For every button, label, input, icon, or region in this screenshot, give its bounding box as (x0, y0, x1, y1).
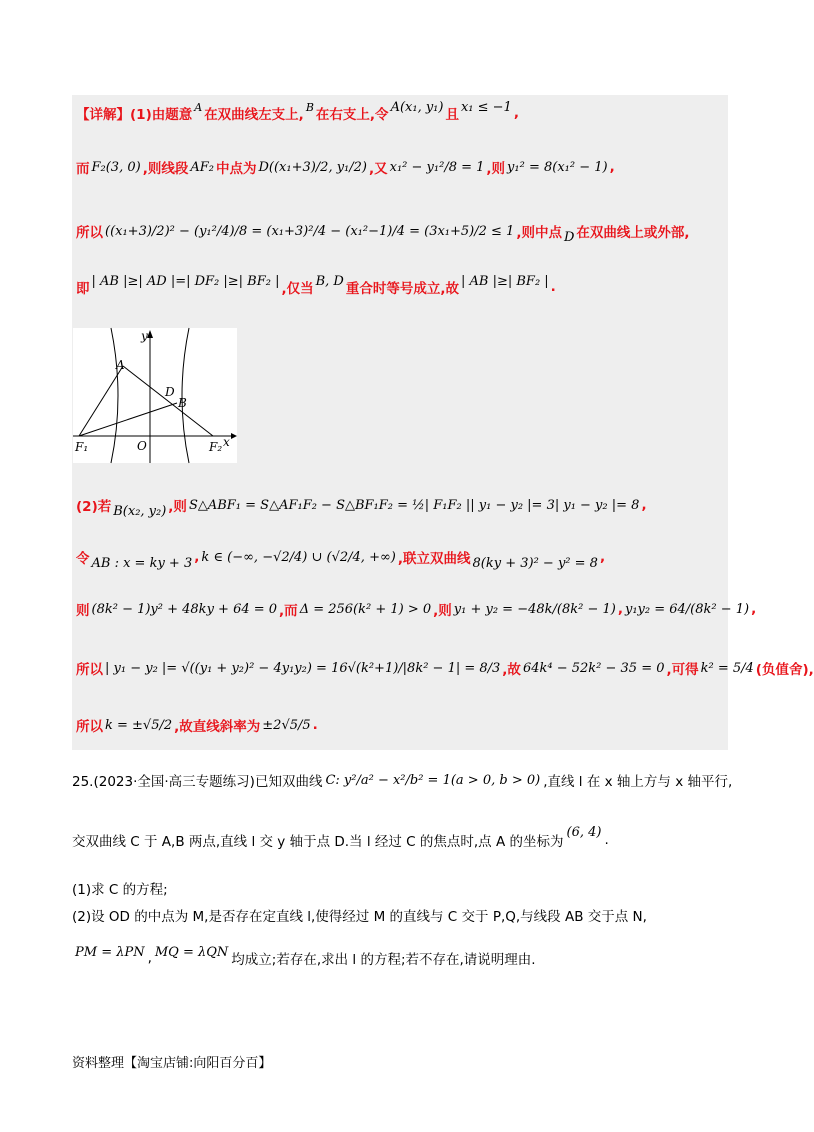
text: 所以 (76, 719, 103, 735)
text: (2)若 (76, 499, 112, 515)
problem-line-3 (72, 878, 168, 898)
math: | AB |≥| AD |=| DF₂ |≥| BF₂ | (91, 273, 280, 289)
math: D (563, 229, 575, 245)
math: AB : x = ky + 3 (91, 555, 193, 571)
text: 且 (445, 107, 459, 123)
solution-line-1 (76, 99, 519, 123)
math: x₁ ≤ −1 (460, 99, 512, 115)
problem-line-4 (72, 905, 647, 925)
math: C: y²/a² − x²/b² = 1(a > 0, b > 0) (325, 772, 541, 788)
x-axis-arrow (231, 433, 237, 439)
text: , (513, 105, 519, 121)
math: F₂(3, 0) (91, 159, 141, 175)
text: , (751, 601, 757, 617)
text: (1)求 C 的方程; (72, 882, 168, 898)
text: 所以 (76, 225, 103, 241)
solution-line-3 (76, 221, 690, 245)
text: 中点为 (215, 161, 257, 177)
label-x: x (223, 435, 230, 449)
label-F2: F₂ (209, 440, 223, 454)
text: 所以 (76, 662, 103, 678)
solution-line-8 (76, 658, 814, 678)
label-F1: F₁ (75, 440, 89, 454)
math: k² = 5/4 (700, 660, 754, 676)
math: x₁² − y₁²/8 = 1 (389, 159, 485, 175)
text: ,则 (433, 603, 452, 619)
text: ,故直线斜率为 (174, 719, 261, 735)
text: ,故 (502, 662, 521, 678)
problem-line-1 (72, 770, 732, 790)
math: 8(ky + 3)² − y² = 8 (472, 555, 598, 571)
text: ,又 (369, 161, 388, 177)
math: B(x₂, y₂) (113, 503, 167, 519)
problem-line-2 (72, 824, 609, 850)
problem-line-5 (72, 944, 536, 968)
hyperbola-diagram (73, 328, 237, 463)
solution-line-4 (76, 273, 556, 297)
text: , (147, 950, 152, 966)
text: , (617, 601, 623, 617)
math: A(x₁, y₁) (390, 99, 444, 115)
text: . (312, 717, 318, 733)
text: 在双曲线左支上, (204, 107, 304, 123)
hyperbola-figure (73, 328, 237, 463)
solution-line-9 (76, 715, 318, 735)
math: B, D (315, 273, 344, 289)
text: 交双曲线 C 于 A,B 两点,直线 l 交 y 轴于点 D.当 l 经过 C 的焦点时,点 A 的坐标为 (72, 834, 564, 850)
label-A: A (116, 358, 125, 372)
text: 在右支上,令 (315, 107, 389, 123)
text: , (609, 159, 615, 175)
text: ,则中点 (516, 225, 562, 241)
math: y₁² = 8(x₁² − 1) (507, 159, 608, 175)
text: (负值舍), (755, 662, 814, 678)
math: 64k⁴ − 52k² − 35 = 0 (522, 660, 665, 676)
math: B (305, 100, 314, 114)
text: ,仅当 (281, 281, 314, 297)
y-axis-arrow (147, 330, 153, 338)
text: . (604, 832, 609, 848)
text: 则 (76, 603, 90, 619)
footer-credit: 资料整理【淘宝店铺:向阳百分百】 (72, 1056, 272, 1071)
text: 令 (76, 551, 90, 567)
math: | y₁ − y₂ |= √((y₁ + y₂)² − 4y₁y₂) = 16√(k²+1)/|8k² − 1| = 8/3 (105, 660, 501, 676)
segment-A-F2 (123, 366, 213, 436)
text: (2)设 OD 的中点为 M,是否存在定直线 l,使得经过 M 的直线与 C 交于 P,Q,与线段 AB 交于点 N, (72, 909, 647, 925)
text: 而 (76, 161, 90, 177)
math: MQ = λQN (154, 944, 229, 960)
label-y: y (141, 329, 148, 343)
solution-line-5 (76, 495, 647, 519)
text: ,可得 (666, 662, 699, 678)
math: PM = λPN (75, 944, 145, 960)
math: ((x₁+3)/2)² − (y₁²/4)/8 = (x₁+3)²/4 − (x₁²−1)/4 = (3x₁+5)/2 ≤ 1 (105, 223, 515, 239)
text: ,直线 l 在 x 轴上方与 x 轴平行, (543, 774, 733, 790)
text: . (550, 279, 556, 295)
solution-line-7 (76, 599, 756, 619)
text: ,则 (168, 499, 187, 515)
math: y₁y₂ = 64/(8k² − 1) (624, 601, 750, 617)
label-D: D (165, 385, 175, 399)
label-B: B (178, 396, 187, 410)
solution-line-6 (76, 547, 606, 571)
text: 【详解】(1)由题意 (76, 107, 193, 123)
text: ,则线段 (142, 161, 189, 177)
left-branch (111, 328, 118, 463)
math: S△ABF₁ = S△AF₁F₂ − S△BF₁F₂ = ½| F₁F₂ || y₁ − y₂ |= 3| y₁ − y₂ |= 8 (188, 497, 640, 513)
math: | AB |≥| BF₂ | (461, 273, 549, 289)
math: y₁ + y₂ = −48k/(8k² − 1) (453, 601, 616, 617)
text: 25.(2023·全国·高三专题练习)已知双曲线 (72, 774, 323, 790)
math: ±2√5/5 (262, 717, 311, 733)
label-O: O (137, 439, 147, 453)
text: 在双曲线上或外部, (576, 225, 690, 241)
text: 即 (76, 281, 90, 297)
math: AF₂ (190, 159, 214, 175)
text: 重合时等号成立,故 (345, 281, 459, 297)
solution-line-2 (76, 157, 615, 177)
text: , (599, 549, 606, 565)
text: ,而 (279, 603, 298, 619)
math: k = ±√5/2 (105, 717, 173, 733)
text: ,则 (486, 161, 506, 177)
math: D((x₁+3)/2, y₁/2) (258, 159, 367, 175)
text: , (641, 497, 647, 513)
text: 均成立;若存在,求出 l 的方程;若不存在,请说明理由. (231, 952, 536, 968)
text: , (194, 549, 200, 565)
math: (6, 4) (566, 824, 602, 840)
math: (8k² − 1)y² + 48ky + 64 = 0 (91, 601, 278, 617)
math: k ∈ (−∞, −√2/4) ∪ (√2/4, +∞) (201, 549, 396, 565)
math: Δ = 256(k² + 1) > 0 (299, 601, 432, 617)
segment-F1-B (79, 403, 177, 436)
text: ,联立双曲线 (397, 551, 471, 567)
math: A (194, 100, 203, 114)
